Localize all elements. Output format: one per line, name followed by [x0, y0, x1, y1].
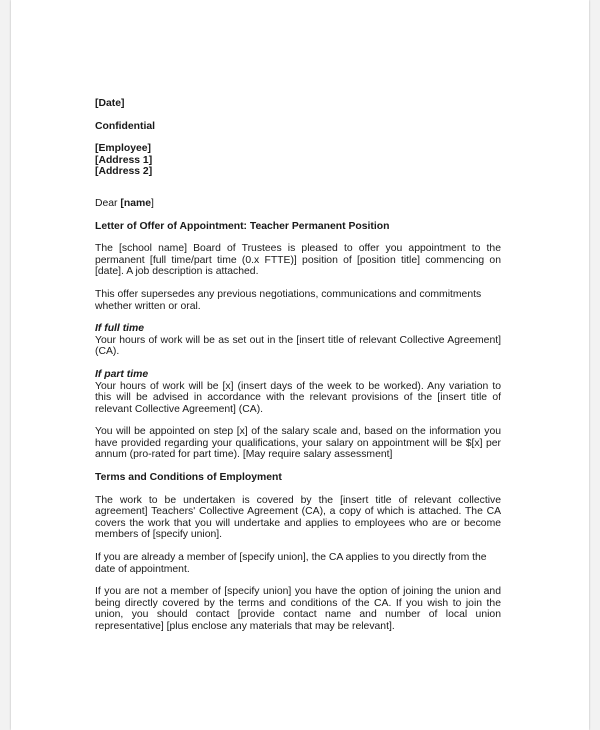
- document-page: [11, 0, 589, 730]
- salutation-prefix: Dear: [95, 197, 121, 209]
- terms-heading: Terms and Conditions of Employment: [95, 472, 282, 484]
- confidential-label: Confidential: [95, 120, 156, 132]
- date-placeholder: [Date]: [95, 98, 125, 109]
- salutation: [95, 198, 501, 210]
- letter-body: [95, 98, 501, 633]
- salary-paragraph: You will be appointed on step [x] of the salary scale and, based on the information you have provided regarding your qualifications, your salary on appointment will be $[x] per annum (pro-rated for part time). [May require salary assessment]: [95, 426, 501, 461]
- salutation-suffix: ]: [151, 197, 154, 209]
- full-time-paragraph: Your hours of work will be as set out in the [insert title of relevant Collective Agreement] (CA).: [95, 334, 501, 358]
- member-paragraph: If you are already a member of [specify union], the CA applies to you directly from the date of appointment.: [95, 552, 487, 575]
- part-time-paragraph: Your hours of work will be [x] (insert days of the week to be worked). Any variation to this will be advised in accordance with the relevant provisions of the [insert title of relevant Collective Agreement] (CA).: [95, 380, 501, 415]
- supersedes-paragraph: This offer supersedes any previous negotiations, communications and commitments whether written or oral.: [95, 288, 482, 312]
- address-line-2: [Address 2]: [95, 166, 153, 178]
- non-member-paragraph: If you are not a member of [specify union] you have the option of joining the union and being directly covered by the terms and conditions of the CA. If you wish to join the union, you should contact [provide contact name and number of local union representative] [plus enclose any materials that may be relevant].: [95, 586, 501, 632]
- full-time-heading: If full time: [95, 323, 145, 335]
- employee-placeholder: [Employee]: [95, 143, 152, 155]
- letter-subject: Letter of Offer of Appointment: Teacher Permanent Position: [95, 220, 390, 232]
- terms-paragraph: The work to be undertaken is covered by the [insert title of relevant collective agreement] Teachers' Collective Agreement (CA), a copy of which is attached. The CA covers the work that you will undertake and applies to employees who are or become members of [specify union].: [95, 494, 501, 541]
- intro-paragraph: The [school name] Board of Trustees is pleased to offer you appointment to the permanent [full time/part time (0.x FTTE)] position of [position title] commencing on [date]. A job description is attached.: [95, 243, 501, 278]
- part-time-heading: If part time: [95, 368, 149, 380]
- address-line-1: [Address 1]: [95, 154, 153, 166]
- salutation-name: [name: [120, 197, 152, 209]
